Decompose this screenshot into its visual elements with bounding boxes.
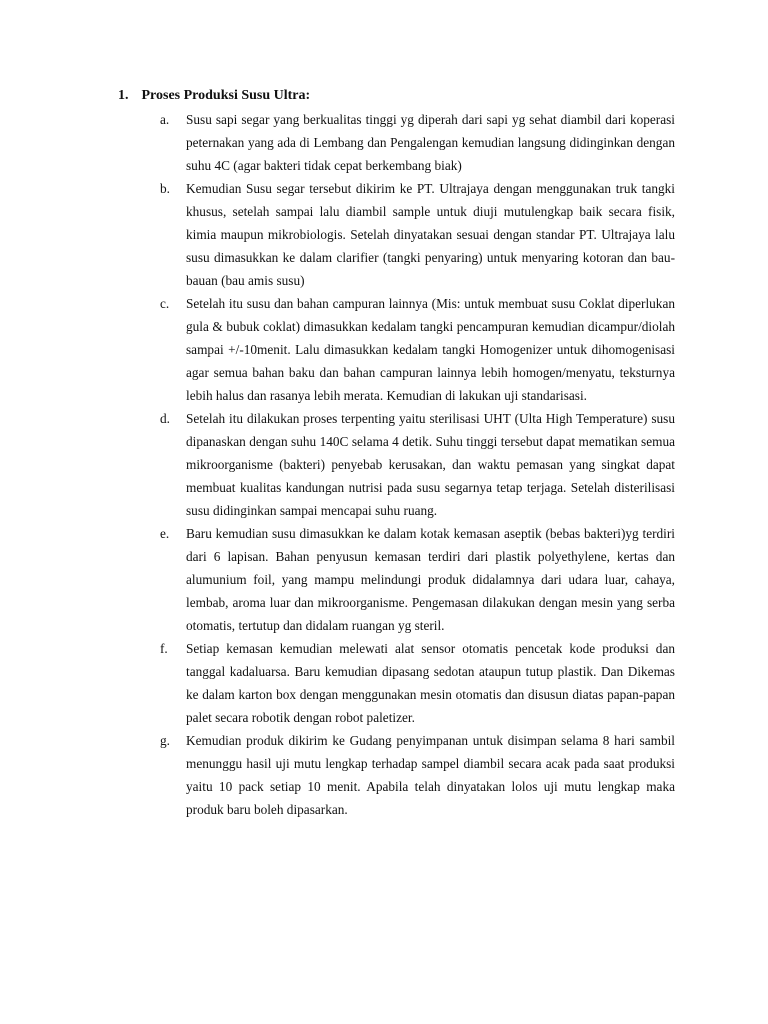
list-item-d <box>160 407 675 522</box>
list-item-text: Setelah itu susu dan bahan campuran lainnya (Mis: untuk membuat susu Coklat diperlukan gula & bubuk coklat) dimasukkan kedalam tangki pencampuran kemudian dicampur/diolah sampai +/-10menit. Lalu dimasukkan kedalam tangki Homogenizer untuk dihomogenisasi agar semua bahan baku dan bahan campuran lainnya lebih homogen/menyatu, teksturnya lebih halus dan rasanya lebih merata. Kemudian di lakukan uji standarisasi. <box>186 296 675 403</box>
list-marker: e. <box>160 526 170 541</box>
list-item-e <box>160 522 675 637</box>
list-marker: b. <box>160 181 170 196</box>
list-item-c <box>160 292 675 407</box>
list-marker: g. <box>160 733 170 748</box>
list-item-f <box>160 637 675 729</box>
list-item-text: Kemudian produk dikirim ke Gudang penyimpanan untuk disimpan selama 8 hari sambil menunggu hasil uji mutu lengkap terhadap sampel diambil secara acak pada saat produksi yaitu 10 pack setiap 10 menit. Apabila telah dinyatakan lolos uji mutu lengkap maka produk baru boleh dipasarkan. <box>186 733 675 817</box>
list-marker: d. <box>160 411 170 426</box>
list-marker: f. <box>160 641 168 656</box>
list-item-text: Setiap kemasan kemudian melewati alat sensor otomatis pencetak kode produksi dan tanggal kadaluarsa. Baru kemudian dipasang sedotan ataupun tutup plastik. Dan Dikemas ke dalam karton box dengan menggunakan mesin otomatis dan disusun diatas papan-papan palet secara robotik dengan robot paletizer. <box>186 641 675 725</box>
list-item-g <box>160 729 675 821</box>
section-title: Proses Produksi Susu Ultra: <box>141 88 311 103</box>
list-item-text: Setelah itu dilakukan proses terpenting yaitu sterilisasi UHT (Ulta High Temperature) susu dipanaskan dengan suhu 140C selama 4 detik. Suhu tinggi tersebut dapat mematikan semua mikroorganisme (bakteri) penyebab kerusakan, dan waktu pemasan yang singkat dapat membuat kualitas kandungan nutrisi pada susu segarnya tetap terjaga. Setelah disterilisasi susu didinginkan sampai mencapai suhu ruang. <box>186 411 675 518</box>
section-number: 1. <box>118 88 129 103</box>
list-item-text: Baru kemudian susu dimasukkan ke dalam kotak kemasan aseptik (bebas bakteri)yg terdiri dari 6 lapisan. Bahan penyusun kemasan terdiri dari plastik polyethylene, kertas dan alumunium foil, yang mampu melindungi produk didalamnya dari udara luar, cahaya, lembab, aroma luar dan mikroorganisme. Pengemasan dilakukan dengan mesin yang serba otomatis, tertutup dan didalam ruangan yg steril. <box>186 526 675 633</box>
list-marker: a. <box>160 112 170 127</box>
list-item-text: Susu sapi segar yang berkualitas tinggi yg diperah dari sapi yg sehat diambil dari koperasi peternakan yang ada di Lembang dan Pengalengan kemudian langsung didinginkan dengan suhu 4C (agar bakteri tidak cepat berkembang biak) <box>186 112 675 173</box>
list-marker: c. <box>160 296 170 311</box>
list-item-text: Kemudian Susu segar tersebut dikirim ke PT. Ultrajaya dengan menggunakan truk tangki khusus, setelah sampai lalu diambil sample untuk diuji mutulengkap baik secara fisik, kimia maupun mikrobiologis. Setelah dinyatakan sesuai dengan standar PT. Ultrajaya lalu susu dimasukkan ke dalam clarifier (tangki penyaring) untuk menyaring kotoran dan bau-bauan (bau amis susu) <box>186 181 675 288</box>
list-item-a <box>160 108 675 177</box>
list-item-b <box>160 177 675 292</box>
process-steps-list <box>160 108 675 821</box>
section-heading <box>118 86 310 106</box>
